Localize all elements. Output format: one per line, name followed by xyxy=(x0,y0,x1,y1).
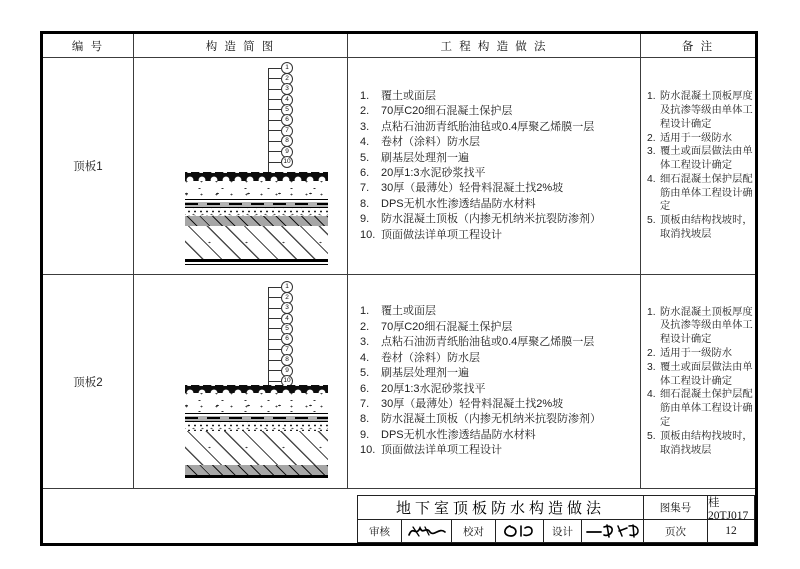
callout xyxy=(268,115,293,125)
callout-bubble: 6 xyxy=(281,333,293,345)
callout-bubble: 5 xyxy=(281,104,293,116)
callout-bubble: 2 xyxy=(281,73,293,85)
layer-bottom-line xyxy=(185,475,328,478)
step-item: 10. 顶面做法详单项工程设计 xyxy=(360,444,502,457)
leader-tick xyxy=(268,130,281,131)
callout xyxy=(268,366,293,376)
notes-list-dingban2 xyxy=(641,275,755,489)
callout xyxy=(268,303,293,313)
diagram-cell-dingban1 xyxy=(134,58,348,275)
leader-tick xyxy=(268,151,281,152)
callout-bubble: 9 xyxy=(281,146,293,158)
step-item: 10. 顶面做法详单项工程设计 xyxy=(360,228,502,241)
callout-bubble: 1 xyxy=(281,281,293,293)
step-item: 2. 70厚C20细石混凝土保护层 xyxy=(360,105,513,118)
leader-tick xyxy=(268,318,281,319)
leader-tick xyxy=(268,308,281,309)
callout-bubble: 4 xyxy=(281,94,293,106)
note-item: 3. 覆土或面层做法由单体工程设计确定 xyxy=(647,361,753,387)
layer-waterproof-slab xyxy=(185,431,328,465)
signature-scribble xyxy=(585,523,641,539)
leader-tick xyxy=(268,297,281,298)
callout-bubble: 8 xyxy=(281,135,293,147)
step-item: 3. 点粘石油沥青纸胎油毡或0.4厚聚乙烯膜一层 xyxy=(360,336,595,349)
leader-tick xyxy=(268,78,281,79)
step-item: 8. DPS无机水性渗透结晶防水材料 xyxy=(360,197,536,210)
callout-bubble: 3 xyxy=(281,302,293,314)
page-number-label: 页次 xyxy=(644,520,708,542)
signature-scribble xyxy=(500,523,540,539)
callout-bubble: 8 xyxy=(281,354,293,366)
leader-tick xyxy=(268,328,281,329)
layer-earth-cover xyxy=(185,172,328,181)
callout-bubble: 7 xyxy=(281,344,293,356)
step-item: 1. 覆土或面层 xyxy=(360,89,436,102)
reviewer-signature xyxy=(402,520,452,542)
callout-bubble: 1 xyxy=(281,62,293,74)
step-item: 7. 30厚（最薄处）轻骨料混凝土找2%坡 xyxy=(360,397,564,410)
callout-bubble: 4 xyxy=(281,313,293,325)
leader-tick xyxy=(268,109,281,110)
callout-bubble: 9 xyxy=(281,365,293,377)
header-method: 工 程 构 造 做 法 xyxy=(348,34,641,58)
leader-tick xyxy=(268,381,281,382)
layer-concrete-protection xyxy=(185,393,328,413)
diagram-dingban1 xyxy=(134,58,347,274)
diagram-dingban2 xyxy=(134,275,347,488)
sheet-title: 地下室顶板防水构造做法 xyxy=(358,496,644,519)
callout xyxy=(268,94,293,104)
note-item: 4. 细石混凝土保护层配筋由单体工程设计确定 xyxy=(647,389,753,428)
step-item: 9. DPS无机水性渗透结晶防水材料 xyxy=(360,428,536,441)
callout xyxy=(268,157,293,167)
layer-earth-cover xyxy=(185,385,328,393)
row-label-dingban1: 顶板1 xyxy=(43,58,134,275)
header-remarks: 备 注 xyxy=(641,34,755,58)
proofreader-signature xyxy=(496,520,544,542)
step-item: 7. 30厚（最薄处）轻骨料混凝土找2%坡 xyxy=(360,182,564,195)
step-item: 6. 20厚1:3水泥砂浆找平 xyxy=(360,167,486,179)
note-item: 1. 防水混凝土顶板厚度及抗渗等级由单体工程设计确定 xyxy=(647,91,753,130)
note-item: 5. 顶板由结构找坡时，取消找坡层 xyxy=(647,430,753,456)
notes-list-dingban1 xyxy=(641,58,755,275)
designer-signature xyxy=(582,520,644,542)
layer-mortar-leveling xyxy=(185,422,328,431)
step-item: 9. 防水混凝土顶板（内掺无机纳米抗裂防渗剂） xyxy=(360,213,601,226)
step-item: 8. 防水混凝土顶板（内掺无机纳米抗裂防渗剂） xyxy=(360,413,601,426)
callout xyxy=(268,84,293,94)
note-item: 2. 适用于一级防水 xyxy=(647,132,733,144)
leader-tick xyxy=(268,349,281,350)
steps-list-dingban2 xyxy=(348,275,641,489)
note-item: 1. 防水混凝土顶板厚度及抗渗等级由单体工程设计确定 xyxy=(647,306,753,346)
leader-tick xyxy=(268,339,281,340)
callout-bubble: 7 xyxy=(281,125,293,137)
row-label-dingban2: 顶板2 xyxy=(43,275,134,489)
header-diagram: 构 造 简 图 xyxy=(134,34,348,58)
note-item: 4. 细石混凝土保护层配筋由单体工程设计确定 xyxy=(647,173,753,213)
callout-bubble: 3 xyxy=(281,83,293,95)
header-number: 编 号 xyxy=(43,34,134,58)
step-item: 3. 点粘石油沥青纸胎油毡或0.4厚聚乙烯膜一层 xyxy=(360,120,595,133)
step-item: 4. 卷材（涂料）防水层 xyxy=(360,136,480,149)
section-stack-dingban1 xyxy=(185,172,328,265)
callout-column xyxy=(268,282,293,386)
leader-tick xyxy=(268,89,281,90)
leader-tick xyxy=(268,120,281,121)
title-block xyxy=(357,495,755,543)
step-item: 5. 刷基层处理剂一遍 xyxy=(360,151,469,164)
callout xyxy=(268,136,293,146)
atlas-number-value: 桂20TJ017 xyxy=(708,496,749,519)
callout-bubble: 6 xyxy=(281,114,293,126)
leader-tick xyxy=(268,287,281,288)
callout-bubble: 10 xyxy=(281,375,293,387)
proofreader-label: 校对 xyxy=(452,520,496,542)
step-item: 1. 覆土或面层 xyxy=(360,305,436,318)
leader-tick xyxy=(268,141,281,142)
step-item: 2. 70厚C20细石混凝土保护层 xyxy=(360,320,513,333)
step-item: 6. 20厚1:3水泥砂浆找平 xyxy=(360,382,486,395)
atlas-number-label: 图集号 xyxy=(644,496,708,519)
callout xyxy=(268,73,293,83)
leader-tick xyxy=(268,370,281,371)
designer-label: 设计 xyxy=(544,520,582,542)
leader-tick xyxy=(268,162,281,163)
construction-table xyxy=(43,34,755,489)
note-item: 5. 顶板由结构找坡时，取消找坡层 xyxy=(647,215,753,241)
layer-ceiling-line xyxy=(185,264,328,265)
note-item: 3. 覆土或面层做法由单体工程设计确定 xyxy=(647,146,753,172)
callout-column xyxy=(268,63,293,167)
callout-bubble: 5 xyxy=(281,323,293,335)
callout xyxy=(268,63,293,73)
step-item: 4. 卷材（涂料）防水层 xyxy=(360,351,480,364)
section-stack-dingban2 xyxy=(185,385,328,478)
reviewer-label: 审核 xyxy=(358,520,402,542)
layer-dps-coating xyxy=(185,465,328,475)
page-number-value: 12 xyxy=(725,525,737,537)
step-item: 5. 刷基层处理剂一遍 xyxy=(360,367,469,380)
callout xyxy=(268,147,293,157)
callout xyxy=(268,313,293,323)
layer-concrete-protection xyxy=(185,181,328,199)
callout xyxy=(268,282,293,292)
signature-scribble xyxy=(406,523,448,539)
leader-tick xyxy=(268,68,281,69)
callout xyxy=(268,355,293,365)
diagram-cell-dingban2 xyxy=(134,275,348,489)
callout xyxy=(268,334,293,344)
layer-mortar-leveling xyxy=(185,208,328,216)
layer-waterproof-slab xyxy=(185,226,328,259)
steps-list-dingban1 xyxy=(348,58,641,275)
callout xyxy=(268,292,293,302)
callout-bubble: 2 xyxy=(281,292,293,304)
leader-tick xyxy=(268,99,281,100)
callout-bubble: 10 xyxy=(281,156,293,168)
leader-tick xyxy=(268,360,281,361)
layer-slope-concrete xyxy=(185,216,328,226)
note-item: 2. 适用于一级防水 xyxy=(647,348,733,359)
